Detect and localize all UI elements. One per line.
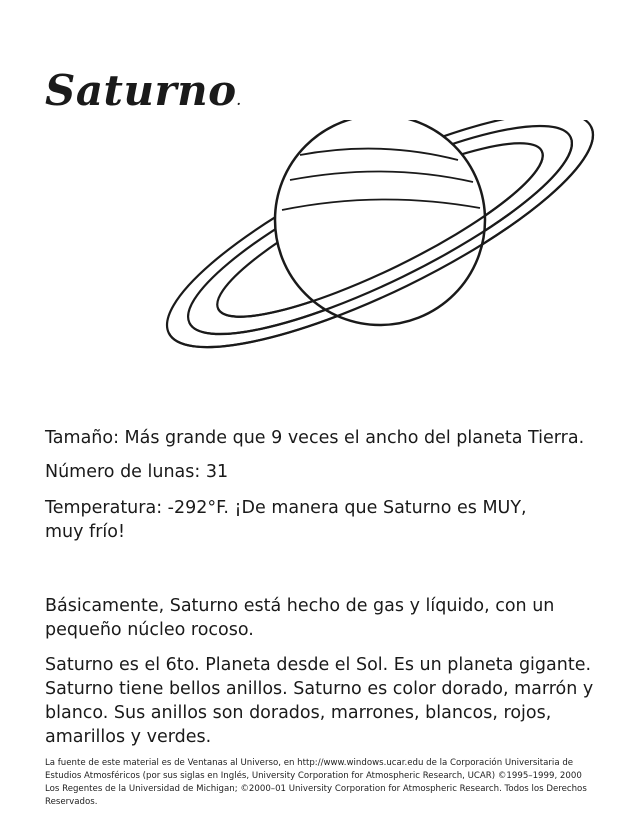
planet-body: [275, 120, 485, 325]
fact-moons: Número de lunas: 31: [45, 462, 229, 482]
saturn-illustration: [140, 120, 600, 400]
source-footer: La fuente de este material es de Ventanas al Universo, en http://www.windows.ucar.edu de la Corporación Universitaria de Estudios Atmosféricos (por sus siglas en Inglés, University Corporation for Atmospheric Research, UCAR) ©1995–1999, 2000 Los Regentes de la Universidad de Michigan; ©2000–01 University Corporation for Atmospheric Research. Todos los Derechos Reservados.: [45, 758, 587, 807]
title-text: Saturno: [45, 66, 237, 115]
paragraph-description: Saturno es el 6to. Planeta desde el Sol. Es un planeta gigante. Saturno tiene bellos anillos. Saturno es color dorado, marrón y blanco. Sus anillos son dorados, marrones, blancos, rojos, amarillos y verdes.: [45, 655, 594, 747]
title-mark: .: [236, 94, 242, 108]
fact-temperature: Temperatura: -292°F. ¡De manera que Saturno es MUY, muy frío!: [45, 498, 527, 542]
fact-size: Tamaño: Más grande que 9 veces el ancho del planeta Tierra.: [45, 428, 585, 448]
page-title: [45, 66, 241, 115]
paragraph-composition: Básicamente, Saturno está hecho de gas y líquido, con un pequeño núcleo rocoso.: [45, 596, 555, 640]
